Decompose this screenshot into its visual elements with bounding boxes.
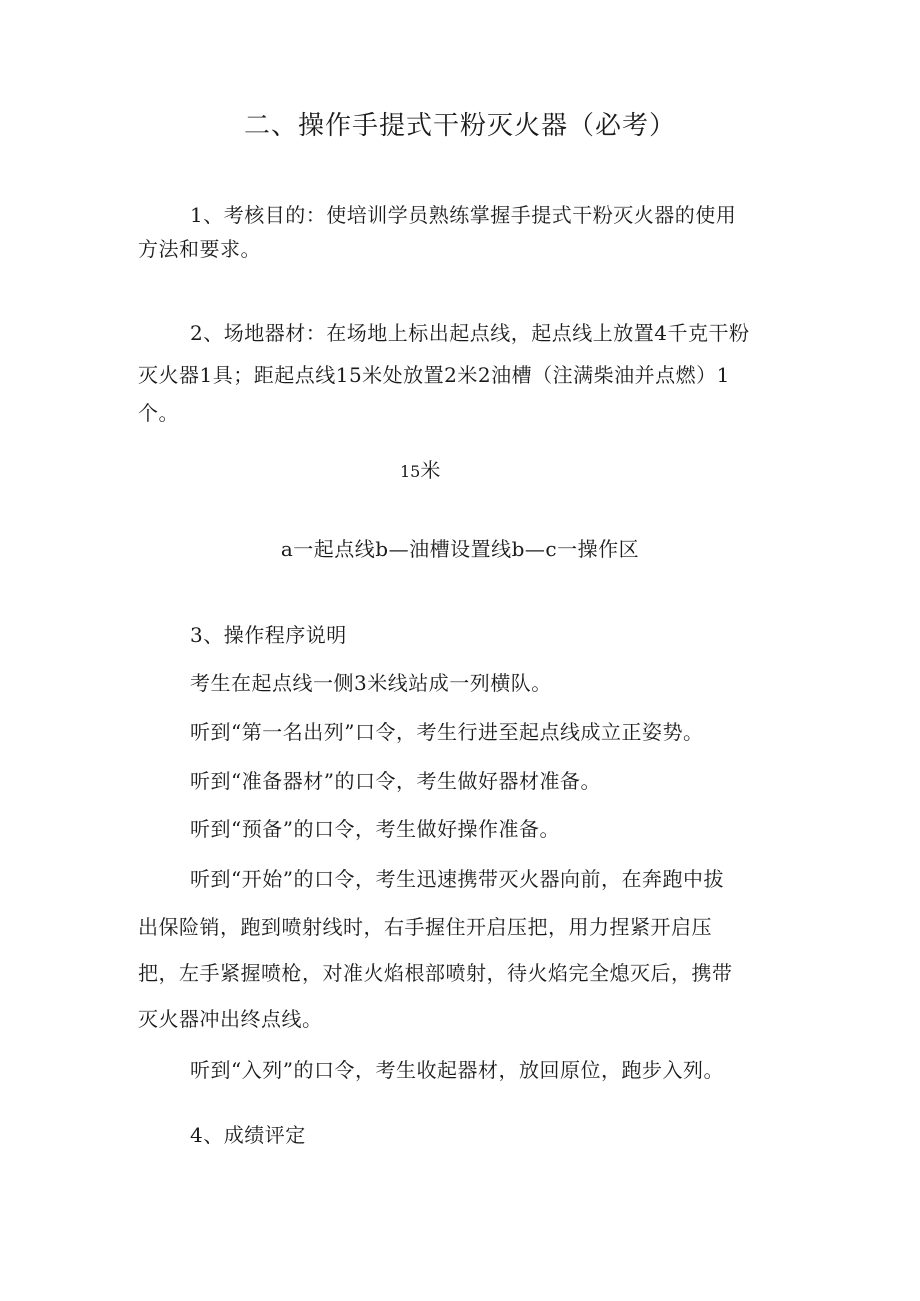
section1-line1: 1、考核目的：使培训学员熟练掌握手提式干粉灭火器的使用 [190, 203, 737, 227]
diagram-distance-unit: 米 [420, 458, 441, 482]
section2-line2: 灭火器1具；距起点线15米处放置2米2油槽（注满柴油并点燃）1 [138, 363, 730, 387]
section2-line3: 个。 [138, 401, 179, 425]
section3-step3: 听到“准备器材”的口令，考生做好器材准备。 [190, 769, 601, 793]
section3-heading: 3、操作程序说明 [190, 623, 347, 647]
section3-step6: 听到“入列”的口令，考生收起器材，放回原位，跑步入列。 [190, 1058, 724, 1082]
section4-heading: 4、成绩评定 [190, 1123, 306, 1147]
diagram-legend: a一起点线b—油槽设置线b—c一操作区 [280, 537, 640, 561]
section3-step5-line2: 出保险销，跑到喷射线时，右手握住开启压把，用力捏紧开启压 [138, 915, 712, 939]
section3-step4: 听到“预备”的口令，考生做好操作准备。 [190, 817, 560, 841]
section3-step5-line3: 把，左手紧握喷枪，对准火焰根部喷射，待火焰完全熄灭后，携带 [138, 961, 733, 985]
section3-step2: 听到“第一名出列”口令，考生行进至起点线成立正姿势。 [190, 720, 704, 744]
section3-step5-line1: 听到“开始”的口令，考生迅速携带灭火器向前，在奔跑中拔 [190, 867, 724, 891]
diagram-distance-label [400, 458, 440, 484]
section2-line1: 2、场地器材：在场地上标出起点线，起点线上放置4千克干粉 [190, 321, 750, 345]
section3-step1: 考生在起点线一侧3米线站成一列横队。 [190, 671, 552, 695]
section1-line2: 方法和要求。 [138, 237, 261, 261]
section3-step5-line4: 灭火器冲出终点线。 [138, 1007, 323, 1031]
page-title: 二、操作手提式干粉灭火器（必考） [243, 111, 676, 141]
diagram-distance-number: 15 [400, 462, 421, 481]
